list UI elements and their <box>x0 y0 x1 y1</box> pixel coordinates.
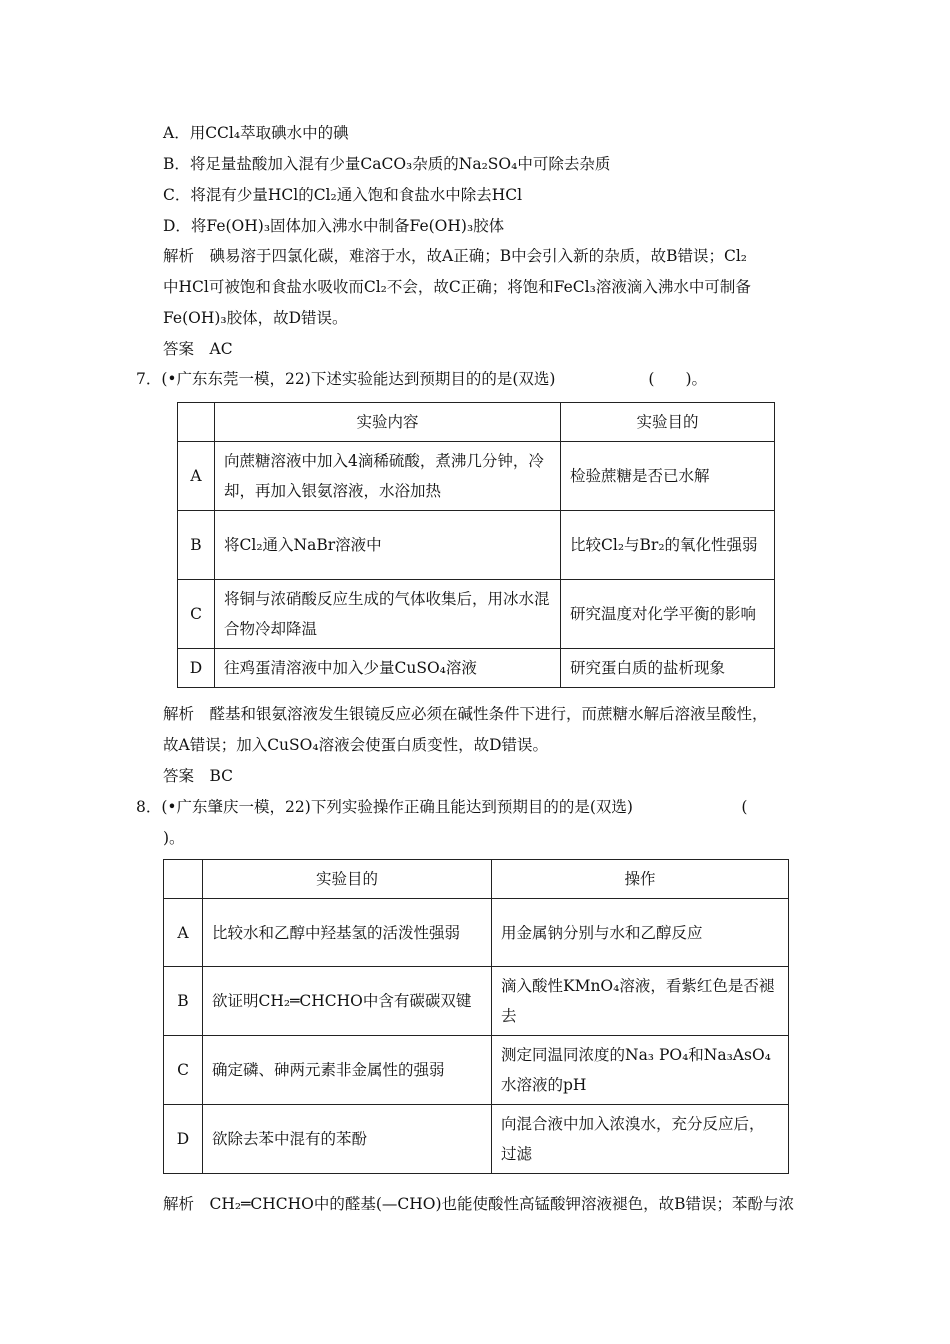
q6-analysis-line-1: 解析 碘易溶于四氯化碳，难溶于水，故A正确；B中会引入新的杂质，故B错误；Cl₂ <box>163 247 748 265</box>
q7-header-blank <box>178 403 215 442</box>
q8-header-blank <box>164 860 203 899</box>
q6-option-c: C．将混有少量HCl的Cl₂通入饱和食盐水中除去HCl <box>163 186 523 204</box>
q7-table-header-row <box>178 403 775 442</box>
row-label: D <box>164 1105 203 1174</box>
row-label: B <box>164 967 203 1036</box>
cell-content: 往鸡蛋清溶液中加入少量CuSO₄溶液 <box>215 649 561 688</box>
table-row <box>164 1105 789 1174</box>
q7-answer: 答案 BC <box>163 767 234 785</box>
cell-purpose: 欲证明CH₂═CHCHO中含有碳碳双键 <box>203 967 492 1036</box>
q7-stem: 7．(•广东东莞一模，22)下述实验能达到预期目的的是(双选) ( )。 <box>136 370 708 388</box>
q8-table <box>163 859 789 1174</box>
table-row <box>164 899 789 967</box>
row-label: C <box>178 580 215 649</box>
q7-analysis-line-1: 解析 醛基和银氨溶液发生银镜反应必须在碱性条件下进行，而蔗糖水解后溶液呈酸性， <box>163 705 768 723</box>
row-label: D <box>178 649 215 688</box>
row-label: B <box>178 511 215 580</box>
q8-header-purpose: 实验目的 <box>203 860 492 899</box>
q8-stem: 8．(•广东肇庆一模，22)下列实验操作正确且能达到预期目的的是(双选) ( <box>136 798 748 816</box>
row-label: A <box>178 442 215 511</box>
q7-analysis-line-2: 故A错误；加入CuSO₄溶液会使蛋白质变性，故D错误。 <box>163 736 549 754</box>
cell-purpose: 研究温度对化学平衡的影响 <box>561 580 775 649</box>
row-label: A <box>164 899 203 967</box>
cell-purpose: 比较Cl₂与Br₂的氧化性强弱 <box>561 511 775 580</box>
table-row <box>164 967 789 1036</box>
q7-table <box>177 402 775 688</box>
cell-purpose: 研究蛋白质的盐析现象 <box>561 649 775 688</box>
q6-analysis-line-2: 中HCl可被饱和食盐水吸收而Cl₂不会，故C正确；将饱和FeCl₃溶液滴入沸水中可制备 <box>163 278 751 296</box>
row-label: C <box>164 1036 203 1105</box>
table-row <box>164 1036 789 1105</box>
q8-header-operation: 操作 <box>492 860 789 899</box>
cell-purpose: 确定磷、砷两元素非金属性的强弱 <box>203 1036 492 1105</box>
cell-content: 将铜与浓硝酸反应生成的气体收集后，用冰水混合物冷却降温 <box>215 580 561 649</box>
q8-analysis-line-1: 解析 CH₂═CHCHO中的醛基(—CHO)也能使酸性高锰酸钾溶液褪色，故B错误；苯酚与浓 <box>163 1195 794 1213</box>
cell-content: 将Cl₂通入NaBr溶液中 <box>215 511 561 580</box>
q6-analysis-line-3: Fe(OH)₃胶体，故D错误。 <box>163 309 348 327</box>
q7-header-content: 实验内容 <box>215 403 561 442</box>
q6-option-d: D．将Fe(OH)₃固体加入沸水中制备Fe(OH)₃胶体 <box>163 217 505 235</box>
q8-table-header-row <box>164 860 789 899</box>
cell-operation: 滴入酸性KMnO₄溶液，看紫红色是否褪去 <box>492 967 789 1036</box>
cell-operation: 测定同温同浓度的Na₃ PO₄和Na₃AsO₄水溶液的pH <box>492 1036 789 1105</box>
q7-header-purpose: 实验目的 <box>561 403 775 442</box>
cell-purpose: 检验蔗糖是否已水解 <box>561 442 775 511</box>
table-row <box>178 511 775 580</box>
cell-purpose: 比较水和乙醇中羟基氢的活泼性强弱 <box>203 899 492 967</box>
q8-stem-line-2: )。 <box>163 829 185 847</box>
cell-operation: 用金属钠分别与水和乙醇反应 <box>492 899 789 967</box>
cell-content: 向蔗糖溶液中加入4滴稀硫酸，煮沸几分钟，冷却，再加入银氨溶液，水浴加热 <box>215 442 561 511</box>
q6-answer: 答案 AC <box>163 340 233 358</box>
cell-purpose: 欲除去苯中混有的苯酚 <box>203 1105 492 1174</box>
q6-option-a: A．用CCl₄萃取碘水中的碘 <box>163 124 349 142</box>
table-row <box>178 580 775 649</box>
table-row <box>178 649 775 688</box>
q6-option-b: B．将足量盐酸加入混有少量CaCO₃杂质的Na₂SO₄中可除去杂质 <box>163 155 611 173</box>
table-row <box>178 442 775 511</box>
cell-operation: 向混合液中加入浓溴水，充分反应后，过滤 <box>492 1105 789 1174</box>
